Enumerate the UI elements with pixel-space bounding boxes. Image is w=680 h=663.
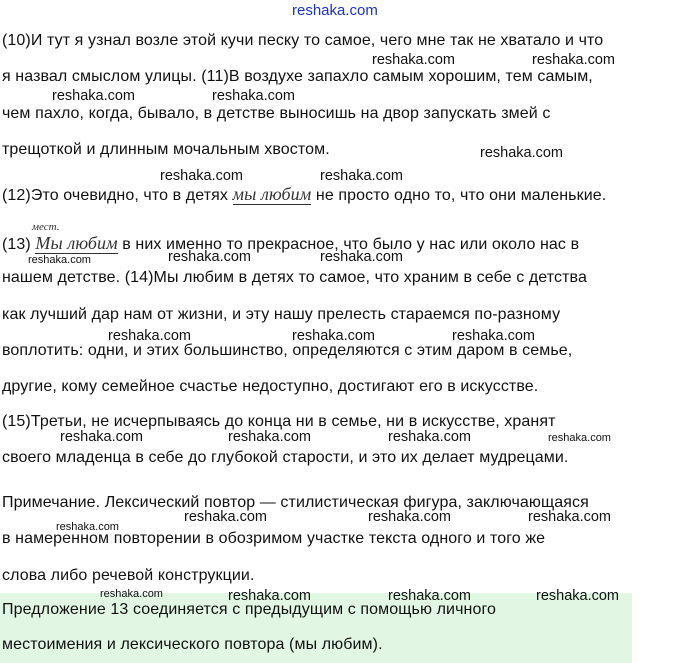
watermark: reshaka.com <box>160 168 244 184</box>
watermark: reshaka.com <box>60 429 144 445</box>
note-line-1: Примечание. Лексический повтор — стилистическая фигура, заключающаяся <box>2 494 589 511</box>
answer-line-2: местоимения и лексического повтора (мы любим). <box>2 636 383 653</box>
text-line-3: чем пахло, когда, бывало, в детстве выносишь на двор запускать змей с <box>2 105 551 122</box>
text-line-6 <box>2 233 579 254</box>
watermark: reshaka.com <box>368 509 452 525</box>
watermark: reshaka.com <box>388 588 472 604</box>
watermark: reshaka.com <box>108 328 192 344</box>
watermark: reshaka.com <box>452 328 536 344</box>
sentence-13-number: (13) <box>2 236 31 253</box>
handwritten-my-lyubim-12: мы любим <box>232 184 312 204</box>
watermark: reshaka.com <box>212 88 296 104</box>
watermark: reshaka.com <box>548 432 611 444</box>
answer-line-1: Предложение 13 соединяется с предыдущим с помощью личного <box>2 601 497 618</box>
sentence-12-end: не просто одно то, что они маленькие. <box>315 187 607 204</box>
watermark: reshaka.com <box>52 88 136 104</box>
watermark: reshaka.com <box>372 52 456 68</box>
watermark: reshaka.com <box>320 168 404 184</box>
text-line-8: как лучший дар нам от жизни, и эту нашу прелесть стараемся по-разному <box>2 306 561 323</box>
text-line-4: трещоткой и длинным мочальным хвостом. <box>2 141 330 158</box>
watermark: reshaka.com <box>388 429 472 445</box>
watermark: reshaka.com <box>228 429 312 445</box>
watermark: reshaka.com <box>228 588 312 604</box>
text-line-5 <box>2 184 606 205</box>
sentence-13-rest: в них именно то прекрасное, что было у нас или около нас в <box>122 236 580 253</box>
watermark: reshaka.com <box>184 509 268 525</box>
watermark: reshaka.com <box>320 249 404 265</box>
handwritten-my-lyubim-13: Мы любим <box>35 233 118 253</box>
text-line-1: (10)И тут я узнал возле этой кучи песку то самое, чего мне так не хватало и что <box>2 32 604 49</box>
watermark: reshaka.com <box>100 588 163 600</box>
text-line-2: я назвал смыслом улицы. (11)В воздухе запахло самым хорошим, тем самым, <box>2 68 593 85</box>
watermark: reshaka.com <box>28 254 91 266</box>
watermark: reshaka.com <box>168 249 252 265</box>
watermark: reshaka.com <box>480 145 564 161</box>
text-line-10: другие, кому семейное счастье недоступно, достигают его в искусстве. <box>2 378 539 395</box>
text-line-7: нашем детстве. (14)Мы любим в детях то самое, что храним в себе с детства <box>2 269 587 286</box>
handwritten-mest: мест. <box>32 221 60 233</box>
note-line-3: слова либо речевой конструкции. <box>2 567 255 584</box>
watermark: reshaka.com <box>528 509 612 525</box>
text-line-12: своего младенца в себе до глубокой старости, и это их делает мудрецами. <box>2 449 569 466</box>
note-line-2: в намеренном повторении в обозримом участке текста одного и того же <box>2 530 546 547</box>
watermark: reshaka.com <box>536 588 620 604</box>
site-title[interactable]: reshaka.com <box>292 2 378 19</box>
watermark: reshaka.com <box>532 52 616 68</box>
watermark: reshaka.com <box>292 328 376 344</box>
text-line-11: (15)Третьи, не исчерпываясь до конца ни в семье, ни в искусстве, хранят <box>2 413 556 430</box>
watermark: reshaka.com <box>56 521 119 533</box>
sentence-12-start: (12)Это очевидно, что в детях <box>2 187 228 204</box>
text-line-9: воплотить: одни, и этих большинство, определяются с этим даром в семье, <box>2 342 573 359</box>
